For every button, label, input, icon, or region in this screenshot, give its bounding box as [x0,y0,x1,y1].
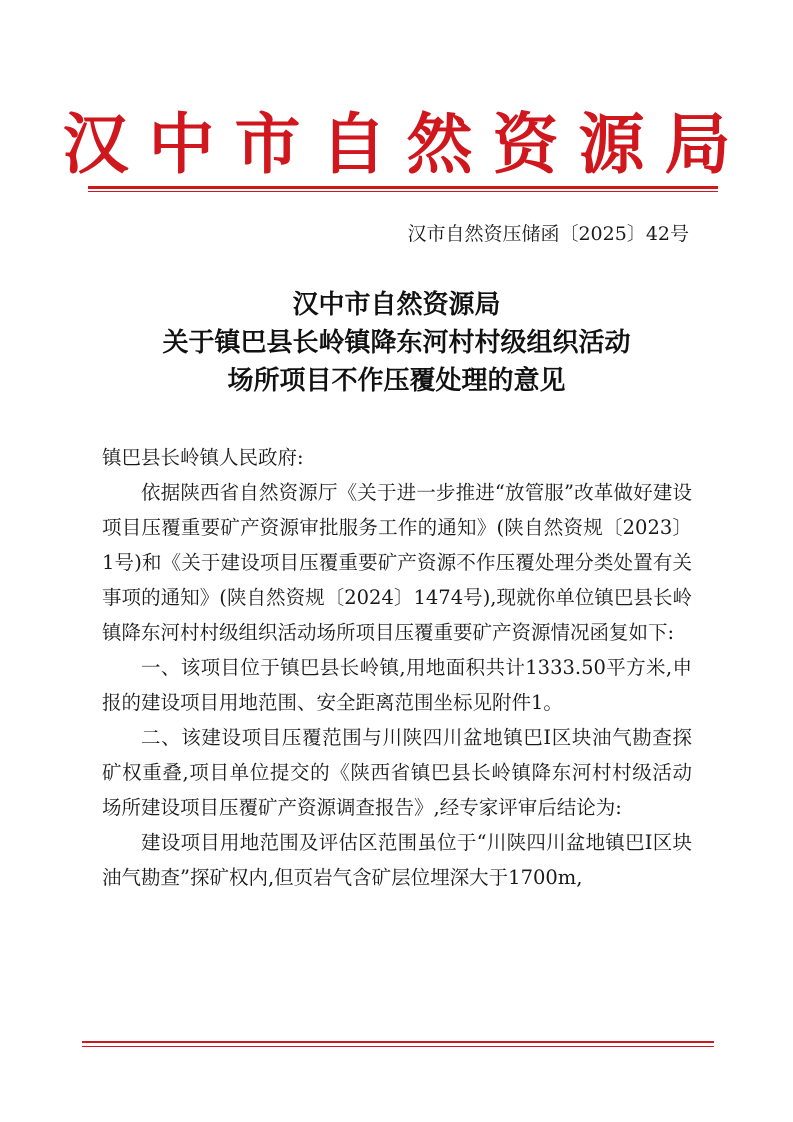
letterhead-rule-thin [88,191,718,192]
body-paragraph-1: 依据陕西省自然资源厅《关于进一步推进“放管服”改革做好建设项目压覆重要矿产资源审批服务工作的通知》(陕自然资规〔2023〕1号)和《关于建设项目压覆重要矿产资源不作压覆处理分类处置有关事项的通知》(陕自然资规〔2024〕1474号),现就你单位镇巴县长岭镇降东河村村级组织活动场所项目压覆重要矿产资源情况函复如下: [102,481,692,644]
footer-rule-thin [82,1046,714,1047]
body-paragraph-3: 二、该建设项目压覆范围与川陕四川盆地镇巴Ⅰ区块油气勘查探矿权重叠,项目单位提交的《陕西省镇巴县长岭镇降东河村村级活动场所建设项目压覆矿产资源调查报告》,经专家评审后结论为: [102,726,692,819]
document-body [102,440,692,895]
document-heading [0,286,793,400]
footer-rule-thick [82,1041,714,1043]
heading-line-2: 关于镇巴县长岭镇降东河村村级组织活动 [162,328,631,358]
body-paragraph-2: 一、该项目位于镇巴县长岭镇,用地面积共计1333.50平方米,申报的建设项目用地范围、安全距离范围坐标见附件1。 [102,656,692,714]
heading-line-1: 汉中市自然资源局 [292,290,501,320]
body-paragraph-4: 建设项目用地范围及评估区范围虽位于“川陕四川盆地镇巴Ⅰ区块油气勘查”探矿权内,但页岩气含矿层位埋深大于1700m, [102,831,692,889]
salutation: 镇巴县长岭镇人民政府: [102,446,304,469]
document-number: 汉市自然资压储函〔2025〕42号 [407,223,689,245]
letterhead-title: 汉中市自然资源局 [62,105,751,183]
letterhead-rule-thick [88,186,718,189]
heading-line-3: 场所项目不作压覆处理的意见 [227,366,566,396]
